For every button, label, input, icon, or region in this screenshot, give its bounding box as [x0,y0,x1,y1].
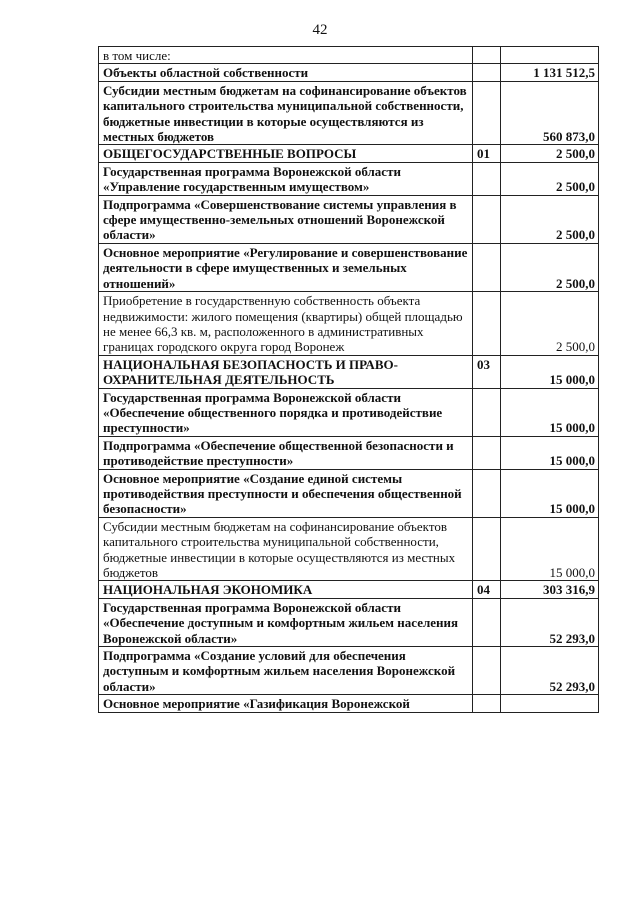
table-row [99,355,599,388]
table-row [99,81,599,145]
table-row [99,145,599,162]
row-name-cell: Подпрограмма «Создание условий для обеспечения доступным и комфортным жильем населения Воронежской области» [99,647,473,695]
row-code-cell [473,469,501,517]
row-amount-cell: 2 500,0 [501,243,599,291]
table-row [99,195,599,243]
row-name-cell: Субсидии местным бюджетам на софинансирование объектов капитального строительства муниципальной собственности, бюджетные инвестиции в которые осуществляются из местных бюджетов [99,81,473,145]
row-name-cell: Подпрограмма «Обеспечение общественной безопасности и противодействие преступности» [99,436,473,469]
page-number: 42 [312,22,328,38]
row-name-cell: в том числе: [99,47,473,64]
row-code-cell [473,81,501,145]
row-name-cell: Государственная программа Воронежской области «Управление государственным имуществом» [99,162,473,195]
row-amount-cell [501,47,599,64]
row-code-cell [473,517,501,581]
row-name-cell: НАЦИОНАЛЬНАЯ БЕЗОПАСНОСТЬ И ПРАВООХРАНИТЕЛЬНАЯ ДЕЯТЕЛЬНОСТЬ [99,355,473,388]
table-row [99,162,599,195]
row-amount-cell: 2 500,0 [501,195,599,243]
row-code-cell [473,388,501,436]
row-name-cell: Основное мероприятие «Газификация Воронежской [99,695,473,712]
table-row [99,388,599,436]
row-amount-cell: 2 500,0 [501,145,599,162]
row-code-cell [473,195,501,243]
row-code-cell [473,647,501,695]
row-amount-cell: 52 293,0 [501,598,599,646]
table-row [99,243,599,291]
row-amount-cell: 15 000,0 [501,388,599,436]
row-name-cell: НАЦИОНАЛЬНАЯ ЭКОНОМИКА [99,581,473,598]
row-amount-cell: 15 000,0 [501,469,599,517]
row-code-cell [473,695,501,712]
row-code-cell: 01 [473,145,501,162]
row-amount-cell: 52 293,0 [501,647,599,695]
row-name-cell: ОБЩЕГОСУДАРСТВЕННЫЕ ВОПРОСЫ [99,145,473,162]
budget-table [98,46,599,713]
row-amount-cell: 560 873,0 [501,81,599,145]
row-amount-cell: 2 500,0 [501,292,599,356]
row-name-cell: Подпрограмма «Совершенствование системы управления в сфере имущественно-земельных отношений Воронежской области» [99,195,473,243]
table-row [99,647,599,695]
row-amount-cell: 1 131 512,5 [501,64,599,81]
row-name-cell: Объекты областной собственности [99,64,473,81]
row-name-cell: Государственная программа Воронежской области «Обеспечение доступным и комфортным жильем населения Воронежской области» [99,598,473,646]
table-row [99,64,599,81]
row-amount-cell: 15 000,0 [501,436,599,469]
row-code-cell [473,64,501,81]
row-name-cell: Государственная программа Воронежской области «Обеспечение общественного порядка и противодействие преступности» [99,388,473,436]
row-code-cell [473,47,501,64]
row-name-cell: Приобретение в государственную собственность объекта недвижимости: жилого помещения (квартиры) общей площадью не менее 66,3 кв. м, расположенного в административных границах городского округа город Воронеж [99,292,473,356]
row-name-cell: Субсидии местным бюджетам на софинансирование объектов капитального строительства муниципальной собственности, бюджетные инвестиции в которые осуществляются из местных бюджетов [99,517,473,581]
table-row [99,469,599,517]
row-amount-cell: 303 316,9 [501,581,599,598]
table-row [99,517,599,581]
row-code-cell: 03 [473,355,501,388]
row-name-cell: Основное мероприятие «Создание единой системы противодействия преступности и обеспечения общественной безопасности» [99,469,473,517]
table-row [99,581,599,598]
row-code-cell [473,436,501,469]
row-amount-cell: 15 000,0 [501,517,599,581]
row-code-cell [473,162,501,195]
row-code-cell [473,598,501,646]
row-code-cell [473,243,501,291]
row-amount-cell: 2 500,0 [501,162,599,195]
row-name-cell: Основное мероприятие «Регулирование и совершенствование деятельности в сфере имущественных и земельных отношений» [99,243,473,291]
budget-table-body [99,47,599,713]
table-row [99,695,599,712]
table-row [99,436,599,469]
table-row [99,292,599,356]
table-row [99,47,599,64]
table-row [99,598,599,646]
row-code-cell: 04 [473,581,501,598]
row-amount-cell: 15 000,0 [501,355,599,388]
row-code-cell [473,292,501,356]
row-amount-cell [501,695,599,712]
